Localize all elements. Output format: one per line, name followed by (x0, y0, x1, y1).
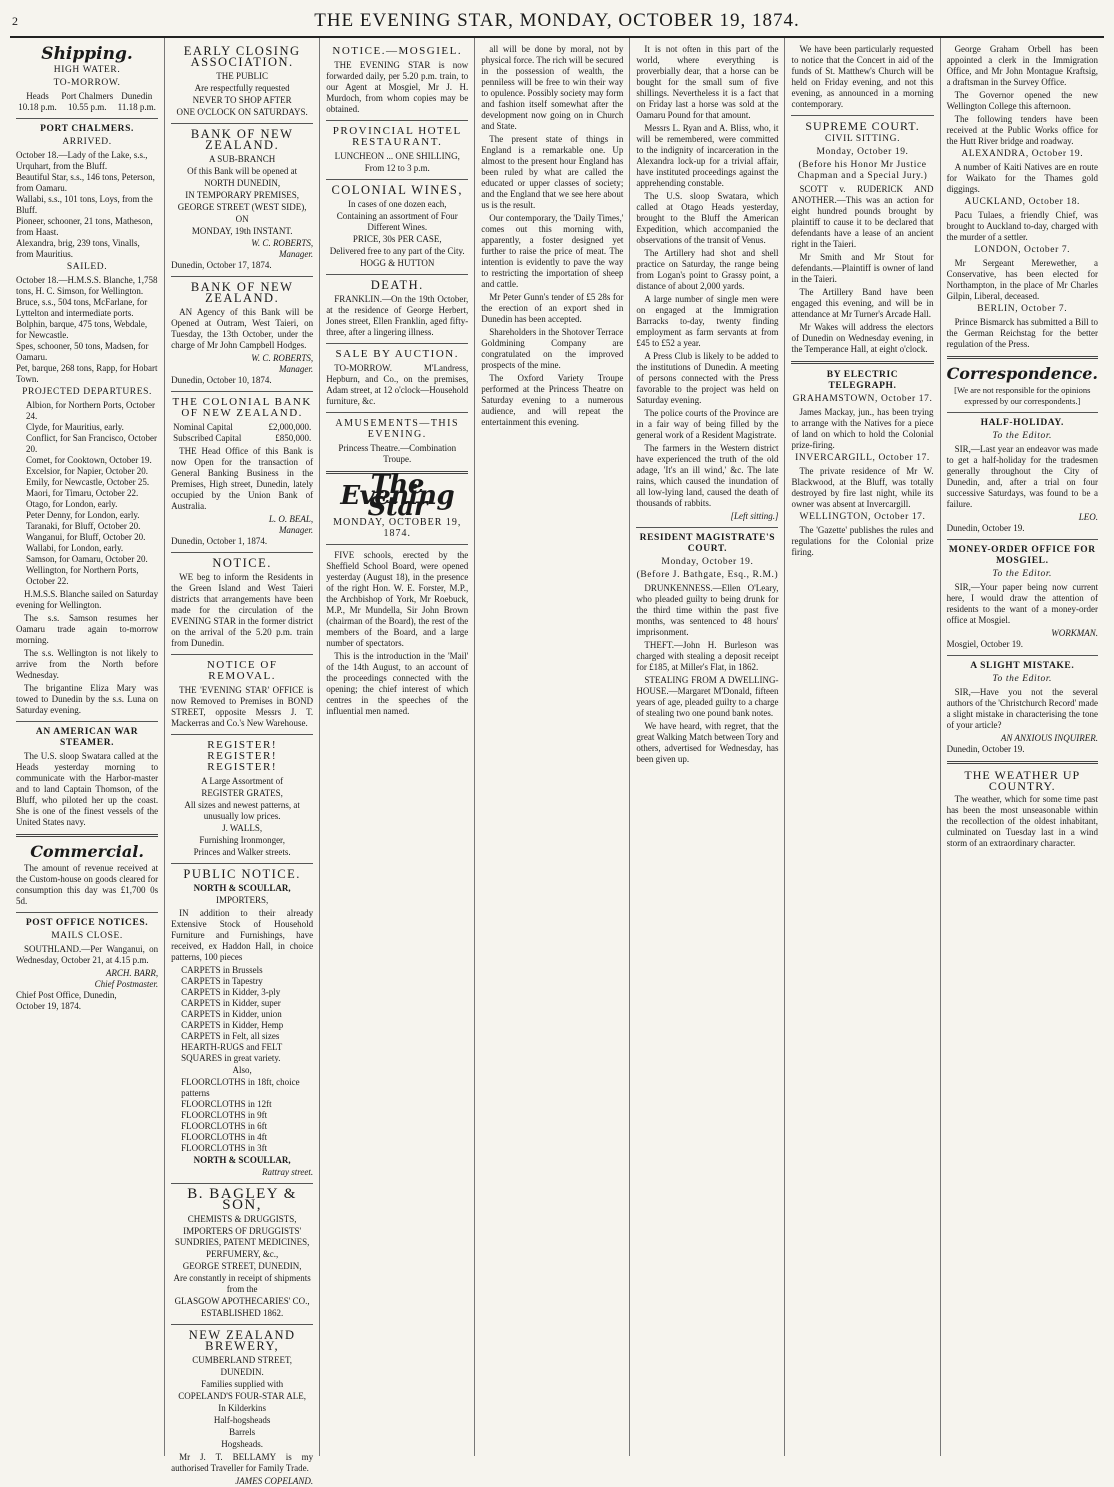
news-paragraph: Messrs L. Ryan and A. Bliss, who, it will be remembered, were committed to the indignity of incarceration in the Alexandra lock-up for a trivial affair, have instituted proceedings against the apprehending constable. (636, 123, 779, 188)
bagley-ad (171, 1186, 313, 1319)
bagley-line: ESTABLISHED 1862. (201, 1308, 284, 1318)
early-closing-line: ONE O'CLOCK ON SATURDAYS. (176, 107, 308, 117)
arrival-entry: Alexandra, brig, 239 tons, Vinalls, from Mauritius. (16, 238, 140, 259)
rm-court-body (636, 583, 778, 765)
civil-sitting-heading: CIVIL SITTING. (824, 134, 901, 144)
shipping-note: H.M.S.S. Blanche sailed on Saturday evening for Wellington. (16, 589, 159, 610)
supreme-court-body (791, 184, 933, 355)
removal-ad (171, 660, 313, 729)
colonial-bank-date: Dunedin, October 1, 1874. (171, 536, 268, 546)
carpet-item: CARPETS in Felt, all sizes (181, 1031, 280, 1041)
arrival-entry: Pioneer, schooner, 21 tons, Matheson, from Haast. (16, 216, 153, 237)
commercial-heading: Commercial. (30, 842, 144, 861)
carpet-item: CARPETS in Tapestry (181, 976, 263, 986)
postmaster-name: ARCH. BARR, (105, 968, 159, 978)
telegraph-text: The 'Gazette' publishes the rules and regulations for the Colonial prize firing. (791, 525, 934, 557)
telegraph-dateline: WELLINGTON, October 17. (799, 512, 926, 522)
capital-row (171, 422, 313, 433)
court-case: Mr Smith and Mr Stout for defendants.—Plaintiff is owner of land in the Taieri. (791, 252, 934, 284)
projected-departure: Albion, for Northern Ports, October 24. (26, 400, 155, 421)
half-holiday-date: Dunedin, October 19. (946, 523, 1025, 533)
alexandra-dateline: ALEXANDRA, October 19. (961, 149, 1084, 159)
supreme-court-before: (Before his Honor Mr Justice Chapman and a Special Jury.) (797, 160, 928, 181)
wines-line: Delivered free to any part of the City. (329, 246, 465, 256)
capital-label: Nominal Capital (173, 422, 233, 432)
hotel-line: LUNCHEON ... ONE SHILLING, (334, 151, 460, 161)
amusements-title: AMUSEMENTS—THIS EVENING. (335, 418, 460, 440)
sale-text: TO-MORROW. M'Landress, Hepburn, and Co., on the premises, Adam street, at 12 o'clock—Household furniture, &c. (326, 363, 469, 406)
editorial-date: MONDAY, OCTOBER 19, 1874. (333, 517, 462, 539)
sailing-entry: Pet, barque, 268 tons, Rapp, for Hobart Town. (16, 363, 158, 384)
colonial-bank-capital (171, 422, 313, 444)
projected-departure: Wanganui, for Bluff, October 20. (26, 532, 146, 542)
money-order-date: Mosgiel, October 19. (946, 639, 1024, 649)
local-news-body (636, 44, 778, 509)
carpet-item: HEARTH-RUGS and FELT SQUARES in great variety. (181, 1042, 283, 1063)
supreme-court-heading: SUPREME COURT. (805, 119, 920, 133)
news-paragraph: The Artillery had shot and shell practice on Saturday, the range being from Logan's point to Grassy point, a distance of about 2,000 yards. (636, 248, 779, 291)
brewery-line: Hogsheads. (221, 1439, 264, 1449)
mosgiel-notice (326, 46, 468, 115)
bagley-title: B. BAGLEY & SON, (187, 1186, 297, 1213)
amusements-text: Princess Theatre.—Combination Troupe. (338, 443, 457, 464)
carpet-item: CARPETS in Brussels (181, 965, 263, 975)
capital-value: £2,000,000. (268, 422, 312, 432)
rm-court-date: Monday, October 19. (661, 557, 754, 567)
telegraph-dateline: INVERCARGILL, October 17. (795, 453, 930, 463)
bagley-line: Are constantly in receipt of shipments from the (173, 1273, 311, 1294)
sailing-entry: Bolphin, barque, 475 tons, Webdale, for Newcastle. (16, 319, 148, 340)
supreme-court-date: Monday, October 19. (816, 147, 909, 157)
capital-label: Subscribed Capital (173, 433, 242, 443)
notice-text: WE beg to inform the Residents in the Green Island and West Taieri districts that arrangements have been made for the circulation of the EVENING STAR in the former district on the arrival of the 5.20 p.m. train from Dunedin. (171, 572, 314, 648)
telegraph-heading: BY ELECTRIC TELEGRAPH. (826, 370, 899, 391)
bnz-branch-line: Of this Bank will be opened at (187, 166, 298, 176)
news-paragraph: The U.S. sloop Swatara, which called at Otago Heads yesterday, brought to the Bluff the American Expedition, which accompanied the observations of the transit of Venus. (636, 191, 779, 245)
mosgiel-text: THE EVENING STAR is now forwarded daily, per 5.20 p.m. train, to our Agent at Mosgiel, Mr J. H. Murdoch, from whom copies may be obtained. (326, 60, 469, 114)
shipping-note: The s.s. Wellington is not likely to arrive from the North before Wednesday. (16, 648, 159, 680)
floorcloth-item: FLOORCLOTHS in 6ft (181, 1121, 268, 1131)
projected-departure: Wellington, for Northern Ports, October 22. (26, 565, 139, 586)
bnz-branch-title: BANK OF NEW ZEALAND. (190, 127, 294, 152)
news-paragraph: It is not often in this part of the world, where everything is proverbially dear, that a horse can be bought for the small sum of five shillings. Nevertheless it is a fact that on Friday last a horse was sold at the Oamaru Pound for that amount. (636, 44, 779, 120)
editorial-body (326, 550, 468, 717)
bagley-line: CHEMISTS & DRUGGISTS, (187, 1214, 297, 1224)
projected-departure: Excelsior, for Napier, October 20. (26, 466, 148, 476)
column-notices-editorial (320, 38, 475, 1456)
shipping-note: The brigantine Eliza Mary was towed to Dunedin by the s.s. Luna on Saturday evening. (16, 683, 159, 715)
news-paragraph: The police courts of the Province are in a fair way of being filled by the general work of a Resident Magistrate. (636, 408, 779, 440)
editorial-paragraph: The present state of things in England is a remarkable one. Up almost to the present hour England has been ruled by what are called the educated or upper classes of society; and the England that we see here about us is the result. (481, 134, 624, 210)
bnz-branch-line: MONDAY, 19th INSTANT. (191, 226, 293, 236)
projected-departure: Clyde, for Mauritius, early. (26, 422, 124, 432)
public-notice-ad (171, 869, 313, 1178)
sailed-heading: SAILED. (66, 262, 108, 272)
tender-note: Mr Peter Gunn's tender of £5 28s for the erection of an export shed in Dunedin has been accepted. (481, 292, 624, 324)
auckland-dateline: AUCKLAND, October 18. (964, 197, 1081, 207)
column-editorial-continued (475, 38, 630, 1456)
sailing-entry: Spes, schooner, 50 tons, Madsen, for Oamaru. (16, 341, 149, 362)
notice-title: NOTICE. (212, 556, 272, 570)
left-sitting-note: [Left sitting.] (730, 511, 779, 521)
projected-departure: Comet, for Cooktown, October 19. (26, 455, 152, 465)
court-intro (791, 44, 933, 110)
early-closing-ad (171, 46, 313, 118)
capital-value: £850,000. (275, 433, 312, 443)
projected-departure: Peter Denny, for London, early. (26, 510, 140, 520)
floorcloth-item: FLOORCLOTHS in 4ft (181, 1132, 268, 1142)
sale-title: SALE BY AUCTION. (335, 348, 459, 360)
brewery-line: CUMBERLAND STREET, (192, 1355, 293, 1365)
wines-ad (326, 185, 468, 269)
hotel-ad (326, 126, 468, 174)
tide-time: 11.18 p.m. (117, 102, 156, 112)
brewery-signature: JAMES COPELAND. (235, 1476, 314, 1486)
bagley-line: GEORGE STREET, DUNEDIN, (182, 1261, 302, 1271)
notice-ad (171, 558, 313, 649)
bnz-branch-role: Manager. (278, 249, 314, 259)
shipping-heading: Shipping. (41, 44, 133, 64)
arrival-entry: Wallabi, s.s., 101 tons, Loys, from the Bluff. (16, 194, 153, 215)
colonial-bank-ad (171, 397, 313, 547)
brewery-line: Families supplied with (201, 1379, 284, 1389)
bnz-branch-ad (171, 129, 313, 271)
half-holiday-to: To the Editor. (992, 431, 1053, 441)
bnz-agency-title: BANK OF NEW ZEALAND. (190, 280, 294, 305)
editorial-paragraph: Our contemporary, the 'Daily Times,' comes out this morning with, apparently, a foster designed yet further to raise the price of meat. The intention is evidently to pave the way to restricting the importation of sheep and cattle. (481, 213, 624, 289)
mistake-date: Dunedin, October 19. (946, 744, 1025, 754)
brewery-line: DUNEDIN. (220, 1367, 264, 1377)
sailing-entry: October 18.—H.M.S.S. Blanche, 1,758 tons, H. C. Simson, for Wellington. (16, 275, 158, 296)
bnz-agency-role: Manager. (278, 364, 314, 374)
sailed-list (16, 275, 158, 385)
telegraph-dateline: GRAHAMSTOWN, October 17. (792, 394, 933, 404)
arrival-entry: October 18.—Lady of the Lake, s.s., Urquhart, from the Bluff. (16, 150, 148, 171)
commercial-text: The amount of revenue received at the Custom-house on goods cleared for consumption this day was £1,700 0s 5d. (16, 863, 159, 906)
money-order-text: SIR,—Your paper being now current here, I would draw the attention of residents to the want of a money-order office at Mosgiel. (946, 582, 1098, 625)
column-local-news (630, 38, 785, 1456)
projected-list (16, 400, 158, 587)
register-line: Furnishing Ironmonger, (199, 835, 285, 845)
post-office-text: SOUTHLAND.—Per Wanganui, on Wednesday, October 21, at 4.15 p.m. (16, 944, 159, 965)
hotel-line: From 12 to 3 p.m. (364, 163, 430, 173)
money-order-to: To the Editor. (992, 569, 1053, 579)
public-notice-heading: NORTH & SCOULLAR, (193, 883, 291, 893)
evening-star-nameplate: The Evening Star (340, 470, 455, 522)
editorial-continued-body (481, 44, 623, 290)
post-office-heading: POST OFFICE NOTICES. (25, 918, 149, 928)
mistake-text: SIR,—Have you not the several authors of the 'Christchurch Record' made a slight mistake in characterising the tone of your article? (946, 687, 1099, 730)
projected-departure: Otago, for London, early. (26, 499, 118, 509)
brewery-line: In Kilderkins (218, 1403, 267, 1413)
amusements-notice (326, 418, 468, 465)
editorial-paragraph: FIVE schools, erected by the Sheffield School Board, were opened yesterday (August 18), in the presence of the right Hon. W. E. Forster, M.P., the Archbishop of York, Mr Roebuck, M.P., Mr Mundella, Sir John Brown (chairman of the Board), the rest of the members of the Board, and a large number of spectators. (326, 550, 469, 648)
steamer-text: The U.S. sloop Swatara called at the Heads yesterday morning to communicate with the Harbor-master and to land Captain Thomson, of the Bluff, who piloted her up the coast. She is one of the finest vessels of the United States navy. (16, 751, 159, 827)
mails-close-heading: MAILS CLOSE. (51, 931, 123, 941)
post-office-date: October 19, 1874. (16, 1001, 81, 1011)
early-closing-line: THE PUBLIC (216, 71, 269, 81)
telegraph-text: James Mackay, jun., has been trying to arrange with the Natives for a piece of land on which to hold the Colonial prize-firing. (791, 407, 934, 450)
half-holiday-heading: HALF-HOLIDAY. (980, 418, 1064, 428)
berlin-dateline: BERLIN, October 7. (977, 304, 1068, 314)
mosgiel-title: NOTICE.—MOSGIEL. (332, 45, 463, 57)
money-order-signature: WORKMAN. (1051, 628, 1098, 638)
register-line: Princes and Walker streets. (193, 847, 291, 857)
projected-departure: Conflict, for San Francisco, October 20. (26, 433, 157, 454)
bnz-agency-signature: W. C. ROBERTS, (251, 353, 314, 363)
projected-heading: PROJECTED DEPARTURES. (22, 387, 152, 397)
bagley-line: GLASGOW APOTHECARIES' CO., (174, 1296, 310, 1306)
death-text: FRANKLIN.—On the 19th October, at the residence of George Herbert, Jones street, Ellen Franklin, aged fifty-three, after a lingering illness. (326, 294, 469, 337)
court-case: We have heard, with regret, that the great Walking Match between Tory and others, advertised for Wednesday, has been given up. (636, 721, 779, 764)
court-case: STEALING FROM A DWELLING-HOUSE.—Margaret M'Donald, fifteen years of age, pleaded guilty to a charge of stealing two one pound bank notes. (636, 675, 779, 718)
half-holiday-text: SIR,—Last year an endeavor was made to get a half-holiday for the tradesmen generally throughout the City of Dunedin, and, after a trial on four successive Saturdays, was found to be a failure. (946, 444, 1098, 509)
column-shipping (10, 38, 165, 1456)
brewery-line: Barrels (229, 1427, 256, 1437)
floorcloth-item: FLOORCLOTHS in 3ft (181, 1143, 268, 1153)
mistake-signature: AN ANXIOUS INQUIRER. (1000, 733, 1098, 743)
tide-time: 10.55 p.m. (67, 102, 107, 112)
brewery-note: Mr J. T. BELLAMY is my authorised Traveller for Family Trade. (171, 1452, 314, 1473)
colonial-bank-signature: L. O. BEAL, (268, 514, 314, 524)
early-closing-line: Are respectfully requested (194, 83, 290, 93)
court-case: SCOTT v. RUDERICK AND ANOTHER.—This was an action for eight hundred pounds brought by plaintiff to cause it to be declared that defendants have a lease of an ancient right in the Taieri. (791, 184, 934, 249)
bnz-agency-text: AN Agency of this Bank will be Opened at Outram, West Taieri, on Tuesday, the 13th October, under the charge of Mr John Campbell Hodges. (171, 307, 314, 350)
shareholders-note: Shareholders in the Shotover Terrace Goldmining Company are congratulated on the improved prospects of the mine. (481, 327, 624, 370)
early-closing-line: NEVER TO SHOP AFTER (192, 95, 292, 105)
column-advertisements (165, 38, 320, 1486)
register-line: A Large Assortment of (201, 776, 284, 786)
newspaper-title: THE EVENING STAR, MONDAY, OCTOBER 19, 1874. (314, 10, 800, 31)
half-holiday-signature: LEO. (1078, 512, 1098, 522)
projected-departure: Wallabi, for London, early. (26, 543, 124, 553)
news-paragraph: A Press Club is likely to be added to the institutions of Dunedin. A meeting of persons connected with the Press favorable to the project was held on Saturday evening. (636, 351, 779, 405)
bnz-branch-line: GEORGE STREET (WEST SIDE), (177, 202, 307, 212)
sale-notice (326, 349, 468, 407)
arrived-list (16, 150, 158, 260)
public-notice-address: Rattray street. (262, 1167, 314, 1177)
rm-court-heading: RESIDENT MAGISTRATE'S COURT. (639, 533, 776, 554)
wines-line: Containing an assortment of Four Different Wines. (336, 211, 458, 232)
removal-text: THE 'EVENING STAR' OFFICE is now Removed to Premises in BOND STREET, opposite Messrs J. T. Mackerras and Co.'s New Warehouse. (171, 685, 314, 728)
correspondence-note: [We are not responsible for the opinions expressed by our correspondents.] (954, 385, 1091, 406)
mistake-to: To the Editor. (992, 674, 1053, 684)
wines-line: In cases of one dozen each, (348, 199, 447, 209)
bnz-branch-line: A SUB-BRANCH (209, 154, 276, 164)
news-paragraph: We have been particularly requested to notice that the Concert in aid of the funds of St. Matthew's Church will be held on Friday evening, and not this evening, as announced in a morning contemporary. (791, 44, 934, 109)
register-line: REGISTER GRATES, (201, 788, 283, 798)
weather-text: The weather, which for some time past has been the most unseasonable within the recollection of the oldest inhabitant, culminated on Tuesday last in a wind storm of an extraordinary character. (946, 794, 1098, 848)
alexandra-text: A number of Kaiti Natives are en route for Waikato for the Thames gold diggings. (946, 162, 1098, 194)
column-telegraph-correspondence (941, 38, 1104, 1456)
bnz-branch-line: NORTH DUNEDIN, (204, 178, 281, 188)
london-dateline: LONDON, October 7. (974, 245, 1071, 255)
tide-time: 10.18 p.m. (18, 102, 57, 112)
colonial-bank-role: Manager. (278, 525, 314, 535)
post-office-place: Chief Post Office, Dunedin, (16, 990, 117, 1000)
telegraph-paragraph: George Graham Orbell has been appointed a clerk in the Immigration Office, and Mr John Montague Kraftsig, a draftsman in the Survey Office. (946, 44, 1098, 87)
court-case: The Artillery Band have been engaged this evening, and will be in attendance at Mr Turner's Arcade Hall. (791, 287, 934, 319)
carpet-item: CARPETS in Kidder, union (181, 1009, 282, 1019)
court-case: DRUNKENNESS.—Ellen O'Leary, who pleaded guilty to being drunk for the third time within the past five months, was sentenced to 48 hours' imprisonment. (636, 583, 779, 637)
projected-departure: Maori, for Timaru, October 22. (26, 488, 139, 498)
wines-title: COLONIAL WINES, (331, 183, 463, 197)
death-title: DEATH. (370, 278, 424, 292)
bnz-branch-signature: W. C. ROBERTS, (251, 238, 314, 248)
editorial-paragraph: all will be done by moral, not by physical force. The rich will be secured in the possession of wealth, the penniless will be free to win their way to opulence. Possibly society may form and fashion itself somewhat after the development now going on in Church and State. (481, 44, 624, 131)
news-paragraph: A large number of single men were on engaged at the Immigration Barracks to-day, twenty finding employment as farm servants at from £45 to £52 a year. (636, 294, 779, 348)
telegraph-items (791, 394, 933, 558)
bnz-agency-date: Dunedin, October 10, 1874. (171, 375, 272, 385)
telegraph-paragraph: The Governor opened the new Wellington College this afternoon. (946, 90, 1098, 111)
auckland-text: Pacu Tulaes, a friendly Chief, was brought to Auckland to-day, charged with the murder of a settler. (946, 210, 1098, 242)
masthead (10, 6, 1104, 38)
tide-place: Heads (26, 91, 49, 101)
telegraph-paragraph: The following tenders have been received at the Public Works office for the Hutt River bridge and roadway. (946, 114, 1098, 146)
shipping-note: The s.s. Samson resumes her Oamaru trade again to-morrow morning. (16, 613, 159, 645)
news-paragraph: The farmers in the Western district have experienced the truth of the old adage, 'It's an ill wind,' &c. The late rains, which caused the inundation of all low-lying land, caused the death of thousands of rabbits. (636, 443, 779, 508)
brewery-ad (171, 1330, 313, 1487)
public-notice-text: IN addition to their already Extensive Stock of Household Furniture and Furnishings, have received, ex Haddon Hall, in choice patterns, 100 pieces (171, 908, 314, 962)
brewery-line: COPELAND'S FOUR-STAR ALE, (178, 1391, 306, 1401)
telegraph-continued (947, 44, 1098, 147)
bnz-agency-ad (171, 282, 313, 386)
brewery-line: Half-hogsheads (213, 1415, 271, 1425)
court-case: Mr Wakes will address the electors of Dunedin on Wednesday evening, in the Temperance Hall, at eight o'clock. (791, 322, 934, 354)
projected-departure: Samson, for Oamaru, October 20. (26, 554, 148, 564)
theatre-note: The Oxford Variety Troupe performed at the Princess Theatre on Saturday evening to a numerous audience, and will repeat the entertainment this evening. (481, 373, 624, 427)
bagley-line: PERFUMERY, &c., (205, 1249, 279, 1259)
public-notice-signature: NORTH & SCOULLAR, (193, 1155, 291, 1165)
hotel-title: PROVINCIAL HOTEL RESTAURANT. (332, 125, 462, 148)
register-ad (171, 740, 313, 858)
rm-court-before: (Before J. Bathgate, Esq., R.M.) (636, 570, 779, 580)
telegraph-text: The private residence of Mr W. Blackwood, at the Bluff, was totally destroyed by fire last night, while its owner was absent at Invercargill. (791, 466, 934, 509)
removal-title: NOTICE OF REMOVAL. (206, 659, 278, 682)
floorcloth-item: FLOORCLOTHS in 9ft (181, 1110, 268, 1120)
bnz-branch-line: ON (235, 214, 249, 224)
brewery-title: NEW ZEALAND BREWERY, (188, 1328, 296, 1353)
tide-table (16, 91, 158, 113)
wines-line: HOGG & HUTTON (360, 258, 435, 268)
tide-place: Port Chalmers (61, 91, 114, 101)
register-line: J. WALLS, (222, 823, 263, 833)
floorcloth-item: FLOORCLOTHS in 12ft (181, 1099, 272, 1109)
tide-place: Dunedin (121, 91, 153, 101)
colonial-bank-title: THE COLONIAL BANK OF NEW ZEALAND. (172, 396, 312, 419)
public-notice-also: Also, (232, 1065, 252, 1075)
death-notice (326, 280, 468, 338)
high-water-heading: HIGH WATER. (53, 65, 121, 75)
weather-heading: THE WEATHER UP COUNTRY. (964, 768, 1081, 793)
projected-departure: Taranaki, for Bluff, October 20. (26, 521, 141, 531)
arrived-heading: ARRIVED. (62, 137, 112, 147)
tomorrow-label: TO-MORROW. (53, 78, 121, 88)
column-court-telegraph (785, 38, 940, 1456)
bagley-line: IMPORTERS OF DRUGGISTS' SUNDRIES, PATENT MEDICINES, (174, 1226, 310, 1247)
carpet-item: CARPETS in Kidder, super (181, 998, 281, 1008)
shipping-notes (16, 589, 158, 716)
editorial-paragraph: This is the introduction in the 'Mail' of the 14th August, to an account of the proceedings connected with the opening; the chief interest of which centres in the speeches of the influential men named. (326, 651, 469, 716)
floorcloth-item: FLOORCLOTHS in 18ft, choice patterns (181, 1077, 300, 1098)
projected-departure: Emily, for Newcastle, October 25. (26, 477, 150, 487)
postmaster-role: Chief Postmaster. (94, 979, 159, 989)
mistake-heading: A SLIGHT MISTAKE. (970, 661, 1075, 671)
arrival-entry: Beautiful Star, s.s., 146 tons, Peterson, from Oamaru. (16, 172, 155, 193)
correspondence-heading: Correspondence. (946, 364, 1098, 383)
berlin-text: Prince Bismarck has submitted a Bill to the German Reichstag for the better regulation of the Press. (946, 317, 1098, 349)
page-number: 2 (12, 14, 18, 28)
wines-line: PRICE, 30s PER CASE, (352, 234, 442, 244)
bnz-branch-line: IN TEMPORARY PREMISES, (185, 190, 300, 200)
money-order-heading: MONEY-ORDER OFFICE FOR MOSGIEL. (948, 545, 1096, 566)
public-notice-sub: IMPORTERS, (216, 895, 269, 905)
carpet-item: CARPETS in Kidder, 3-ply (181, 987, 281, 997)
court-case: THEFT.—John H. Burleson was charged with stealing a deposit receipt for £185, at Miller's Flat, in 1862. (636, 640, 779, 672)
steamer-heading: AN AMERICAN WAR STEAMER. (35, 727, 139, 748)
port-heading: PORT CHALMERS. (40, 124, 135, 134)
sailing-entry: Bruce, s.s., 504 tons, McFarlane, for Lyttelton and intermediate ports. (16, 297, 148, 318)
colonial-bank-text: THE Head Office of this Bank is now Open for the transaction of General Banking Business in the Premises, High street, Dunedin, lately occupied by the Union Bank of Australia. (171, 446, 314, 511)
london-text: Mr Sergeant Merewether, a Conservative, has been elected for Northampton, in the place of Mr Charles Gilpin, Liberal, deceased. (946, 258, 1098, 301)
public-notice-title: PUBLIC NOTICE. (183, 867, 301, 881)
carpet-item: CARPETS in Kidder, Hemp (181, 1020, 284, 1030)
capital-row (171, 433, 313, 444)
register-title: REGISTER! REGISTER! REGISTER! (207, 739, 277, 773)
register-line: All sizes and newest patterns, at unusually low prices. (184, 800, 300, 821)
early-closing-title: EARLY CLOSING ASSOCIATION. (183, 44, 301, 69)
bnz-branch-date: Dunedin, October 17, 1874. (171, 260, 272, 270)
